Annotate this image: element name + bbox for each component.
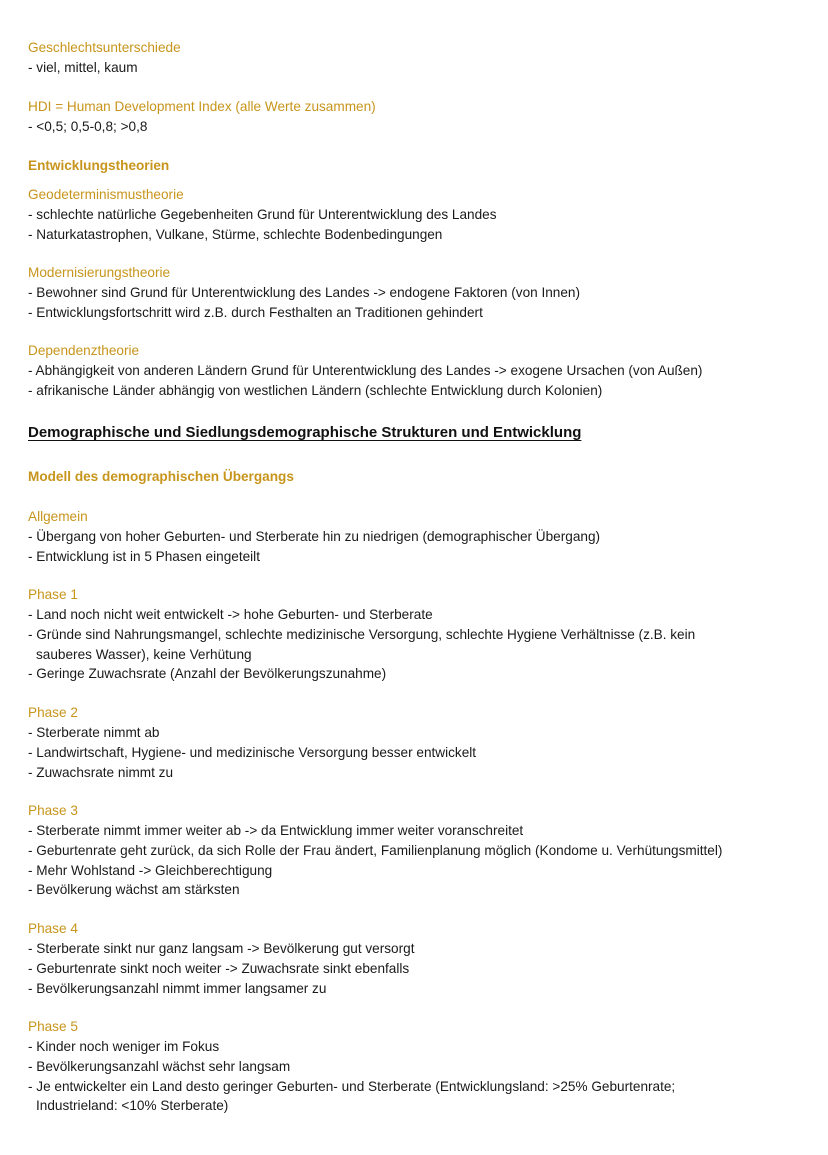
bullet-line: - Mehr Wohlstand -> Gleichberechtigung [28, 863, 273, 878]
bullet-line: - Je entwickelter ein Land desto geringer Geburten- und Sterberate (Entwicklungsland: >25% Geburtenrate; [28, 1079, 676, 1094]
bullet-line: - Geburtenrate geht zurück, da sich Rolle der Frau ändert, Familienplanung möglich (Kondome u. Verhütungsmittel) [28, 843, 723, 858]
heading-dependenztheorie: Dependenztheorie [28, 343, 140, 358]
bullet-line: - Bewohner sind Grund für Unterentwicklung des Landes -> endogene Faktoren (von Innen) [28, 285, 581, 300]
heading-phase-4: Phase 4 [28, 921, 78, 936]
heading-phase-2: Phase 2 [28, 705, 78, 720]
bullet-line-continuation: sauberes Wasser), keine Verhütung [36, 647, 252, 662]
bullet-line: - Übergang von hoher Geburten- und Sterberate hin zu niedrigen (demographischer Übergang) [28, 529, 601, 544]
bullet-line: - Entwicklungsfortschritt wird z.B. durch Festhalten an Traditionen gehindert [28, 305, 483, 320]
bullet-line: - Kinder noch weniger im Fokus [28, 1039, 220, 1054]
bullet-line: - Bevölkerungsanzahl wächst sehr langsam [28, 1059, 291, 1074]
heading-demographische-strukturen: Demographische und Siedlungsdemographische Strukturen und Entwicklung [28, 424, 582, 441]
bullet-line: - Entwicklung ist in 5 Phasen eingeteilt [28, 549, 260, 564]
heading-phase-1: Phase 1 [28, 587, 78, 602]
bullet-line: - Bevölkerungsanzahl nimmt immer langsamer zu [28, 981, 327, 996]
bullet-line: - Sterberate nimmt ab [28, 725, 160, 740]
bullet-line: - Geringe Zuwachsrate (Anzahl der Bevölkerungszunahme) [28, 666, 387, 681]
bullet-line: - Landwirtschaft, Hygiene- und medizinische Versorgung besser entwickelt [28, 745, 477, 760]
heading-modell-demographischer-uebergang: Modell des demographischen Übergangs [28, 469, 294, 484]
heading-geschlechtsunterschiede: Geschlechtsunterschiede [28, 40, 181, 55]
heading-allgemein: Allgemein [28, 509, 88, 524]
bullet-line: - Sterberate nimmt immer weiter ab -> da Entwicklung immer weiter voranschreitet [28, 823, 524, 838]
bullet-line: - schlechte natürliche Gegebenheiten Grund für Unterentwicklung des Landes [28, 207, 497, 222]
bullet-line: - Land noch nicht weit entwickelt -> hohe Geburten- und Sterberate [28, 607, 433, 622]
bullet-line: - Bevölkerung wächst am stärksten [28, 882, 240, 897]
bullet-line: - Sterberate sinkt nur ganz langsam -> Bevölkerung gut versorgt [28, 941, 415, 956]
bullet-line: - Naturkatastrophen, Vulkane, Stürme, schlechte Bodenbedingungen [28, 227, 443, 242]
heading-phase-5: Phase 5 [28, 1019, 78, 1034]
heading-geodeterminismustheorie: Geodeterminismustheorie [28, 187, 184, 202]
heading-modernisierungstheorie: Modernisierungstheorie [28, 265, 171, 280]
bullet-line-continuation: Industrieland: <10% Sterberate) [36, 1098, 229, 1113]
bullet-line: - Geburtenrate sinkt noch weiter -> Zuwachsrate sinkt ebenfalls [28, 961, 410, 976]
heading-hdi: HDI = Human Development Index (alle Werte zusammen) [28, 99, 376, 114]
heading-entwicklungstheorien: Entwicklungstheorien [28, 158, 170, 173]
bullet-line: - viel, mittel, kaum [28, 60, 138, 75]
bullet-line: - afrikanische Länder abhängig von westlichen Ländern (schlechte Entwicklung durch Kolonien) [28, 383, 603, 398]
bullet-line: - Zuwachsrate nimmt zu [28, 765, 174, 780]
bullet-line: - <0,5; 0,5-0,8; >0,8 [28, 119, 148, 134]
heading-phase-3: Phase 3 [28, 803, 78, 818]
bullet-line: - Gründe sind Nahrungsmangel, schlechte medizinische Versorgung, schlechte Hygiene Verhältnisse (z.B. kein [28, 627, 696, 642]
bullet-line: - Abhängigkeit von anderen Ländern Grund für Unterentwicklung des Landes -> exogene Ursachen (von Außen) [28, 363, 703, 378]
